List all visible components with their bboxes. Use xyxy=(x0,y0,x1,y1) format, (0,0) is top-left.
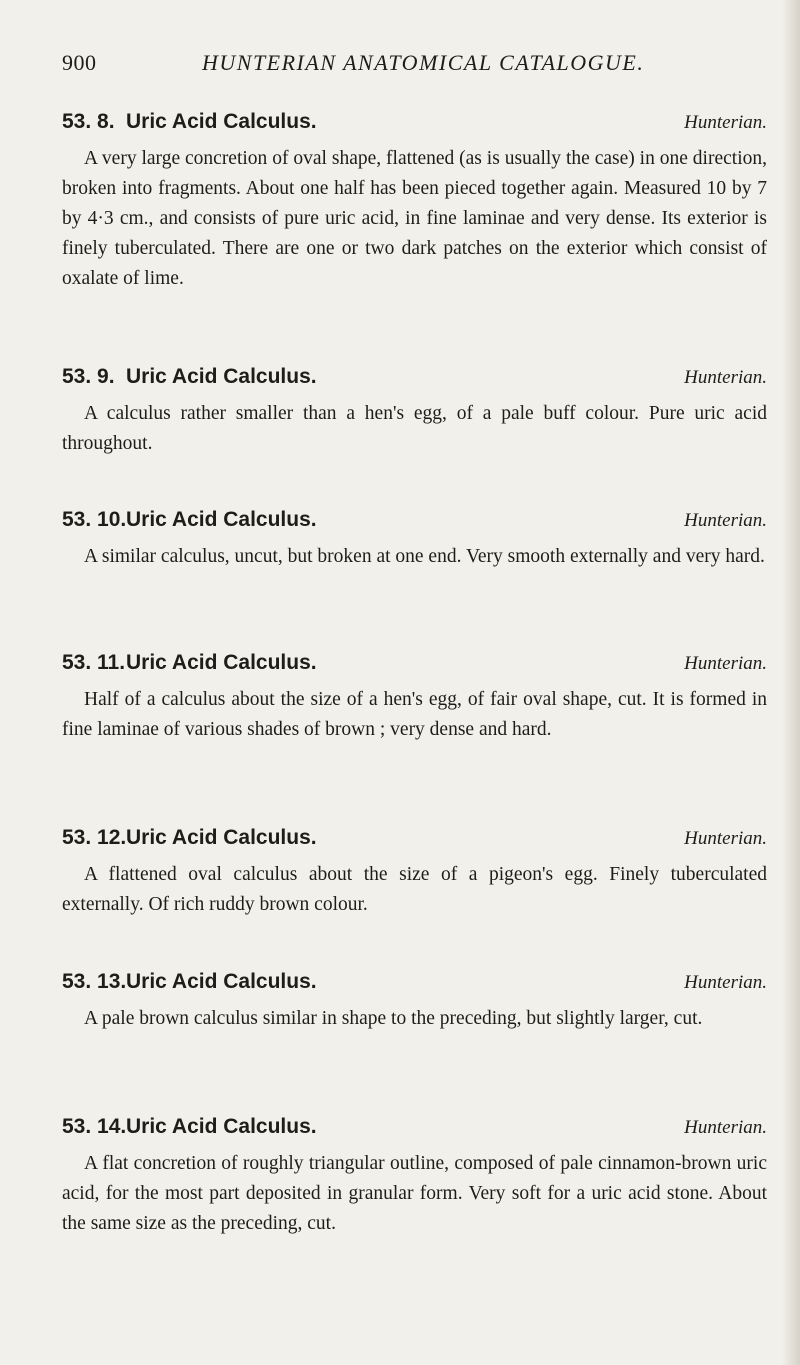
entry-heading xyxy=(62,365,767,399)
catalogue-entry xyxy=(62,110,767,294)
entry-number: 53. 14. xyxy=(62,1115,127,1138)
entry-source: Hunterian. xyxy=(684,1117,767,1138)
entry-source: Hunterian. xyxy=(684,367,767,388)
catalogue-entry xyxy=(62,651,767,745)
entry-heading xyxy=(62,1115,767,1149)
page-edge-shadow xyxy=(782,0,800,1365)
catalogue-entry xyxy=(62,365,767,459)
entry-heading xyxy=(62,970,767,1004)
entry-number: 53. 12. xyxy=(62,826,127,849)
entry-number: 53. 10. xyxy=(62,508,127,531)
entry-number: 53. 8. xyxy=(62,110,115,133)
entry-source: Hunterian. xyxy=(684,112,767,133)
entry-number: 53. 13. xyxy=(62,970,127,993)
entry-description: A flat concretion of roughly triangular outline, composed of pale cinnamon-brown uric acid, for the most part deposited in granular form. Very soft for a uric acid stone. About the same size as the preceding, cut. xyxy=(62,1153,767,1234)
entry-description: Half of a calculus about the size of a hen's egg, of fair oval shape, cut. It is formed in fine laminae of various shades of brown ; very dense and hard. xyxy=(62,689,767,740)
entry-heading xyxy=(62,110,767,144)
entry-source: Hunterian. xyxy=(684,653,767,674)
page-number: 900 xyxy=(62,50,97,75)
entry-title: Uric Acid Calculus. xyxy=(126,651,317,674)
entry-number: 53. 11. xyxy=(62,651,126,674)
entry-title: Uric Acid Calculus. xyxy=(126,110,317,133)
page-header xyxy=(62,44,762,84)
entry-heading xyxy=(62,508,767,542)
entry-title: Uric Acid Calculus. xyxy=(126,508,317,531)
entry-description: A very large concretion of oval shape, flattened (as is usually the case) in one direction, broken into fragments. About one half has been pieced together again. Measured 10 by 7 by 4·3 cm., and consists of pure uric acid, in fine laminae and very dense. Its exterior is finely tuberculated. There are one or two dark patches on the exterior which consist of oxalate of lime. xyxy=(62,148,767,289)
entry-description: A similar calculus, uncut, but broken at one end. Very smooth externally and very hard. xyxy=(84,546,765,567)
entry-source: Hunterian. xyxy=(684,828,767,849)
entry-heading xyxy=(62,826,767,860)
catalogue-entry xyxy=(62,1115,767,1239)
catalogue-entry xyxy=(62,826,767,920)
entry-number: 53. 9. xyxy=(62,365,115,388)
catalogue-entry xyxy=(62,508,767,572)
entry-title: Uric Acid Calculus. xyxy=(126,1115,317,1138)
entry-title: Uric Acid Calculus. xyxy=(126,365,317,388)
entry-title: Uric Acid Calculus. xyxy=(126,970,317,993)
entry-source: Hunterian. xyxy=(684,510,767,531)
entry-description: A flattened oval calculus about the size of a pigeon's egg. Finely tuberculated externally. Of rich ruddy brown colour. xyxy=(62,864,767,915)
entry-source: Hunterian. xyxy=(684,972,767,993)
entry-title: Uric Acid Calculus. xyxy=(126,826,317,849)
catalogue-entry xyxy=(62,970,767,1034)
entry-description: A calculus rather smaller than a hen's egg, of a pale buff colour. Pure uric acid throughout. xyxy=(62,403,767,454)
entry-heading xyxy=(62,651,767,685)
entry-description: A pale brown calculus similar in shape to the preceding, but slightly larger, cut. xyxy=(84,1008,703,1029)
running-title: HUNTERIAN ANATOMICAL CATALOGUE. xyxy=(202,50,645,75)
